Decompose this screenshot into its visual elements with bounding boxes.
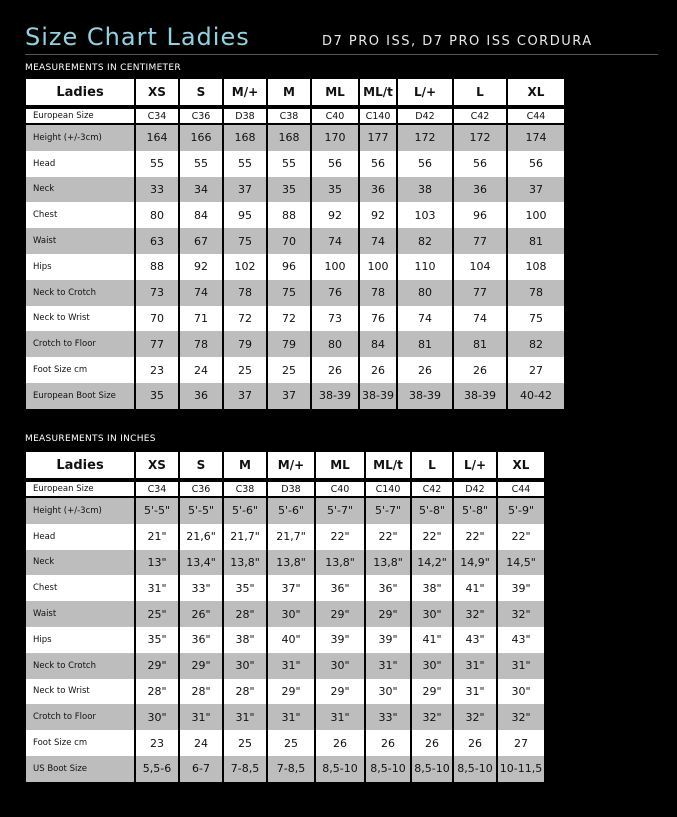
table-row <box>26 383 564 409</box>
size-column-header: ML/t <box>366 452 410 482</box>
table-cell: 38-39 <box>360 383 396 409</box>
table-cell: 27 <box>508 357 564 383</box>
table-cell: 72 <box>224 306 266 332</box>
table-cell: 31" <box>454 653 496 679</box>
size-column-header: ML <box>316 452 364 482</box>
row-label: Height (+/-3cm) <box>26 498 134 524</box>
size-table-inches <box>24 452 546 782</box>
table-cell: 108 <box>508 254 564 280</box>
table-cell: 43" <box>454 627 496 653</box>
table-cell: 28" <box>136 679 178 705</box>
table-cell: 10-11,5 <box>498 756 544 782</box>
size-column-header: L/+ <box>454 452 496 482</box>
product-subtitle: D7 PRO ISS, D7 PRO ISS CORDURA <box>322 34 593 49</box>
table-cell: 13,8" <box>316 550 364 576</box>
size-column-header: XL <box>508 79 564 109</box>
table-cell: 23 <box>136 730 178 756</box>
table-row <box>26 125 564 151</box>
table-cell: 29" <box>316 679 364 705</box>
table-row <box>26 601 544 627</box>
table-cell: 21,6" <box>180 524 222 550</box>
row-label: Head <box>26 151 134 177</box>
table-cell: 77 <box>454 228 506 254</box>
table-cell: 74 <box>454 306 506 332</box>
table-cell: 26" <box>180 601 222 627</box>
table-cell: 70 <box>136 306 178 332</box>
table-cell: 31" <box>498 653 544 679</box>
table-cell: 72 <box>268 306 310 332</box>
european-size-cell: C44 <box>508 109 564 125</box>
table-row <box>26 228 564 254</box>
table-cell: 92 <box>180 254 222 280</box>
table-cell: 38" <box>224 627 266 653</box>
table-cell: 82 <box>398 228 452 254</box>
table-cell: 26 <box>454 730 496 756</box>
table-cell: 39" <box>366 627 410 653</box>
table-cell: 36 <box>180 383 222 409</box>
table-cell: 33" <box>180 575 222 601</box>
european-size-cell: D42 <box>398 109 452 125</box>
table-cell: 5'-8" <box>454 498 496 524</box>
table-cell: 13,8" <box>366 550 410 576</box>
row-label: European Boot Size <box>26 383 134 409</box>
table-corner-label: Ladies <box>26 452 134 482</box>
table-cell: 100 <box>312 254 358 280</box>
table-cell: 29" <box>268 679 314 705</box>
european-size-cell: C36 <box>180 482 222 498</box>
table-cell: 34 <box>180 177 222 203</box>
table-cell: 92 <box>312 202 358 228</box>
table-cell: 88 <box>136 254 178 280</box>
size-column-header: L <box>412 452 452 482</box>
page-header <box>0 0 677 60</box>
table-cell: 74 <box>360 228 396 254</box>
table-cell: 30" <box>498 679 544 705</box>
european-size-cell: D38 <box>268 482 314 498</box>
table-cell: 39" <box>316 627 364 653</box>
table-cell: 31" <box>180 704 222 730</box>
row-label: Crotch to Floor <box>26 331 134 357</box>
row-label: Foot Size cm <box>26 357 134 383</box>
table-cell: 31" <box>268 653 314 679</box>
table-cell: 102 <box>224 254 266 280</box>
table-row <box>26 254 564 280</box>
table-cell: 28" <box>180 679 222 705</box>
table-cell: 166 <box>180 125 222 151</box>
european-size-cell: C34 <box>136 109 178 125</box>
size-column-header: S <box>180 79 222 109</box>
table-cell: 168 <box>224 125 266 151</box>
table-cell: 38-39 <box>398 383 452 409</box>
table-cell: 56 <box>312 151 358 177</box>
table-cell: 100 <box>508 202 564 228</box>
table-cell: 55 <box>268 151 310 177</box>
table-cell: 5'-5" <box>136 498 178 524</box>
table-cell: 29" <box>316 601 364 627</box>
row-label: Neck to Wrist <box>26 679 134 705</box>
table-cell: 78 <box>224 280 266 306</box>
table-cell: 100 <box>360 254 396 280</box>
row-label: Waist <box>26 228 134 254</box>
table-cell: 73 <box>312 306 358 332</box>
table-cell: 55 <box>224 151 266 177</box>
table-cell: 80 <box>398 280 452 306</box>
table-cell: 33" <box>366 704 410 730</box>
table-header-row <box>26 452 544 482</box>
row-label: Neck to Wrist <box>26 306 134 332</box>
table-cell: 8,5-10 <box>454 756 496 782</box>
european-size-cell: C38 <box>224 482 266 498</box>
table-cell: 75 <box>268 280 310 306</box>
table-row <box>26 331 564 357</box>
table-cell: 81 <box>454 331 506 357</box>
table-row <box>26 627 544 653</box>
table-cell: 13,4" <box>180 550 222 576</box>
table-cell: 31" <box>366 653 410 679</box>
table-cell: 177 <box>360 125 396 151</box>
table-cell: 172 <box>454 125 506 151</box>
table-cell: 26 <box>312 357 358 383</box>
table-cell: 30" <box>366 679 410 705</box>
table-cell: 96 <box>454 202 506 228</box>
row-label: Neck to Crotch <box>26 653 134 679</box>
table-cell: 22" <box>498 524 544 550</box>
table-cell: 32" <box>498 704 544 730</box>
table-cell: 81 <box>398 331 452 357</box>
table-cell: 28" <box>224 601 266 627</box>
table-cell: 5'-7" <box>316 498 364 524</box>
table-cell: 76 <box>312 280 358 306</box>
table-cell: 36" <box>366 575 410 601</box>
european-size-cell: C44 <box>498 482 544 498</box>
table-cell: 110 <box>398 254 452 280</box>
table-cell: 30" <box>412 601 452 627</box>
table-cell: 63 <box>136 228 178 254</box>
table-cell: 103 <box>398 202 452 228</box>
table-cell: 74 <box>312 228 358 254</box>
european-size-row <box>26 109 564 125</box>
table-cell: 21,7" <box>268 524 314 550</box>
table-cell: 6-7 <box>180 756 222 782</box>
size-column-header: ML <box>312 79 358 109</box>
table-cell: 55 <box>180 151 222 177</box>
table-cell: 104 <box>454 254 506 280</box>
table-row <box>26 653 544 679</box>
table-cell: 79 <box>224 331 266 357</box>
table-cell: 77 <box>136 331 178 357</box>
table-cell: 40" <box>268 627 314 653</box>
row-label: European Size <box>26 482 134 498</box>
table-cell: 8,5-10 <box>366 756 410 782</box>
table-cell: 82 <box>508 331 564 357</box>
row-label: Foot Size cm <box>26 730 134 756</box>
table-cell: 24 <box>180 357 222 383</box>
european-size-cell: C40 <box>312 109 358 125</box>
table-cell: 41" <box>412 627 452 653</box>
table-cell: 78 <box>180 331 222 357</box>
table-cell: 26 <box>454 357 506 383</box>
table-cell: 38 <box>398 177 452 203</box>
table-cell: 56 <box>508 151 564 177</box>
section-label-centimeter: MEASUREMENTS IN CENTIMETER <box>25 63 181 73</box>
table-cell: 70 <box>268 228 310 254</box>
table-cell: 56 <box>360 151 396 177</box>
row-label: Chest <box>26 202 134 228</box>
table-row <box>26 756 544 782</box>
european-size-row <box>26 482 544 498</box>
table-cell: 31" <box>224 704 266 730</box>
table-cell: 31" <box>454 679 496 705</box>
european-size-cell: C34 <box>136 482 178 498</box>
table-cell: 32" <box>454 601 496 627</box>
row-label: Neck to Crotch <box>26 280 134 306</box>
table-row <box>26 498 544 524</box>
table-cell: 22" <box>366 524 410 550</box>
table-cell: 26 <box>316 730 364 756</box>
table-cell: 43" <box>498 627 544 653</box>
size-column-header: M <box>268 79 310 109</box>
table-cell: 39" <box>498 575 544 601</box>
row-label: Chest <box>26 575 134 601</box>
table-cell: 74 <box>180 280 222 306</box>
table-cell: 22" <box>454 524 496 550</box>
table-cell: 36" <box>180 627 222 653</box>
table-cell: 33 <box>136 177 178 203</box>
table-row <box>26 306 564 332</box>
table-cell: 36" <box>316 575 364 601</box>
table-cell: 35 <box>136 383 178 409</box>
size-column-header: ML/t <box>360 79 396 109</box>
table-cell: 32" <box>454 704 496 730</box>
table-cell: 38-39 <box>312 383 358 409</box>
row-label: Hips <box>26 254 134 280</box>
table-cell: 5'-7" <box>366 498 410 524</box>
table-cell: 32" <box>412 704 452 730</box>
size-column-header: M <box>224 452 266 482</box>
table-cell: 25 <box>268 357 310 383</box>
table-cell: 5'-8" <box>412 498 452 524</box>
size-column-header: S <box>180 452 222 482</box>
table-cell: 27 <box>498 730 544 756</box>
size-column-header: XS <box>136 452 178 482</box>
table-cell: 5'-9" <box>498 498 544 524</box>
table-cell: 56 <box>454 151 506 177</box>
table-cell: 14,2" <box>412 550 452 576</box>
table-row <box>26 704 544 730</box>
table-cell: 23 <box>136 357 178 383</box>
table-cell: 28" <box>224 679 266 705</box>
table-cell: 168 <box>268 125 310 151</box>
table-cell: 26 <box>360 357 396 383</box>
table-cell: 41" <box>454 575 496 601</box>
table-cell: 79 <box>268 331 310 357</box>
european-size-cell: C40 <box>316 482 364 498</box>
european-size-cell: C140 <box>360 109 396 125</box>
table-cell: 80 <box>312 331 358 357</box>
table-cell: 31" <box>268 704 314 730</box>
table-cell: 31" <box>316 704 364 730</box>
size-column-header: L <box>454 79 506 109</box>
table-cell: 95 <box>224 202 266 228</box>
table-cell: 25 <box>224 357 266 383</box>
table-cell: 30" <box>316 653 364 679</box>
table-cell: 38" <box>412 575 452 601</box>
european-size-cell: C42 <box>412 482 452 498</box>
table-cell: 84 <box>360 331 396 357</box>
row-label: Hips <box>26 627 134 653</box>
table-corner-label: Ladies <box>26 79 134 109</box>
table-cell: 8,5-10 <box>316 756 364 782</box>
table-cell: 172 <box>398 125 452 151</box>
table-cell: 78 <box>508 280 564 306</box>
table-cell: 73 <box>136 280 178 306</box>
european-size-cell: D38 <box>224 109 266 125</box>
table-row <box>26 550 544 576</box>
table-cell: 7-8,5 <box>268 756 314 782</box>
table-cell: 21,7" <box>224 524 266 550</box>
section-label-inches: MEASUREMENTS IN INCHES <box>25 434 156 444</box>
table-cell: 35 <box>312 177 358 203</box>
table-cell: 24 <box>180 730 222 756</box>
table-cell: 30" <box>224 653 266 679</box>
table-cell: 30" <box>136 704 178 730</box>
table-cell: 38-39 <box>454 383 506 409</box>
table-cell: 5'-6" <box>224 498 266 524</box>
table-cell: 67 <box>180 228 222 254</box>
table-cell: 37" <box>268 575 314 601</box>
table-cell: 74 <box>398 306 452 332</box>
row-label: Neck <box>26 177 134 203</box>
table-cell: 30" <box>268 601 314 627</box>
page-title: Size Chart Ladies <box>25 23 250 51</box>
table-cell: 35" <box>224 575 266 601</box>
table-cell: 77 <box>454 280 506 306</box>
table-cell: 5'-5" <box>180 498 222 524</box>
table-cell: 37 <box>224 383 266 409</box>
european-size-cell: D42 <box>454 482 496 498</box>
table-cell: 36 <box>454 177 506 203</box>
table-cell: 36 <box>360 177 396 203</box>
table-cell: 22" <box>316 524 364 550</box>
size-column-header: L/+ <box>398 79 452 109</box>
table-cell: 8,5-10 <box>412 756 452 782</box>
size-column-header: M/+ <box>224 79 266 109</box>
table-row <box>26 679 544 705</box>
table-cell: 81 <box>508 228 564 254</box>
row-label: Head <box>26 524 134 550</box>
table-cell: 22" <box>412 524 452 550</box>
table-cell: 25 <box>268 730 314 756</box>
table-cell: 96 <box>268 254 310 280</box>
row-label: Crotch to Floor <box>26 704 134 730</box>
table-cell: 26 <box>412 730 452 756</box>
table-cell: 29" <box>136 653 178 679</box>
table-cell: 170 <box>312 125 358 151</box>
row-label: US Boot Size <box>26 756 134 782</box>
header-divider <box>25 54 658 55</box>
table-cell: 29" <box>412 679 452 705</box>
table-cell: 21" <box>136 524 178 550</box>
table-cell: 71 <box>180 306 222 332</box>
table-cell: 88 <box>268 202 310 228</box>
table-cell: 30" <box>412 653 452 679</box>
table-row <box>26 575 544 601</box>
european-size-cell: C42 <box>454 109 506 125</box>
european-size-cell: C140 <box>366 482 410 498</box>
table-cell: 13,8" <box>224 550 266 576</box>
table-cell: 13,8" <box>268 550 314 576</box>
row-label: Height (+/-3cm) <box>26 125 134 151</box>
table-cell: 26 <box>398 357 452 383</box>
table-header-row <box>26 79 564 109</box>
european-size-cell: C36 <box>180 109 222 125</box>
table-cell: 55 <box>136 151 178 177</box>
table-cell: 78 <box>360 280 396 306</box>
row-label: European Size <box>26 109 134 125</box>
table-cell: 31" <box>136 575 178 601</box>
table-cell: 25 <box>224 730 266 756</box>
table-cell: 14,5" <box>498 550 544 576</box>
size-column-header: XS <box>136 79 178 109</box>
row-label: Waist <box>26 601 134 627</box>
table-cell: 13" <box>136 550 178 576</box>
table-cell: 56 <box>398 151 452 177</box>
table-row <box>26 202 564 228</box>
row-label: Neck <box>26 550 134 576</box>
table-cell: 37 <box>508 177 564 203</box>
table-row <box>26 280 564 306</box>
size-table-centimeter <box>24 79 566 409</box>
table-cell: 5,5-6 <box>136 756 178 782</box>
table-cell: 26 <box>366 730 410 756</box>
table-row <box>26 524 544 550</box>
table-cell: 25" <box>136 601 178 627</box>
table-cell: 37 <box>224 177 266 203</box>
table-cell: 7-8,5 <box>224 756 266 782</box>
table-cell: 37 <box>268 383 310 409</box>
table-cell: 40-42 <box>508 383 564 409</box>
table-row <box>26 151 564 177</box>
table-cell: 174 <box>508 125 564 151</box>
table-row <box>26 730 544 756</box>
european-size-cell: C38 <box>268 109 310 125</box>
table-cell: 76 <box>360 306 396 332</box>
table-cell: 5'-6" <box>268 498 314 524</box>
table-row <box>26 177 564 203</box>
table-cell: 32" <box>498 601 544 627</box>
table-row <box>26 357 564 383</box>
table-cell: 29" <box>366 601 410 627</box>
table-cell: 35 <box>268 177 310 203</box>
table-cell: 164 <box>136 125 178 151</box>
table-cell: 80 <box>136 202 178 228</box>
size-column-header: XL <box>498 452 544 482</box>
table-cell: 35" <box>136 627 178 653</box>
table-cell: 29" <box>180 653 222 679</box>
table-cell: 84 <box>180 202 222 228</box>
table-cell: 75 <box>224 228 266 254</box>
size-column-header: M/+ <box>268 452 314 482</box>
table-cell: 14,9" <box>454 550 496 576</box>
table-cell: 75 <box>508 306 564 332</box>
table-cell: 92 <box>360 202 396 228</box>
